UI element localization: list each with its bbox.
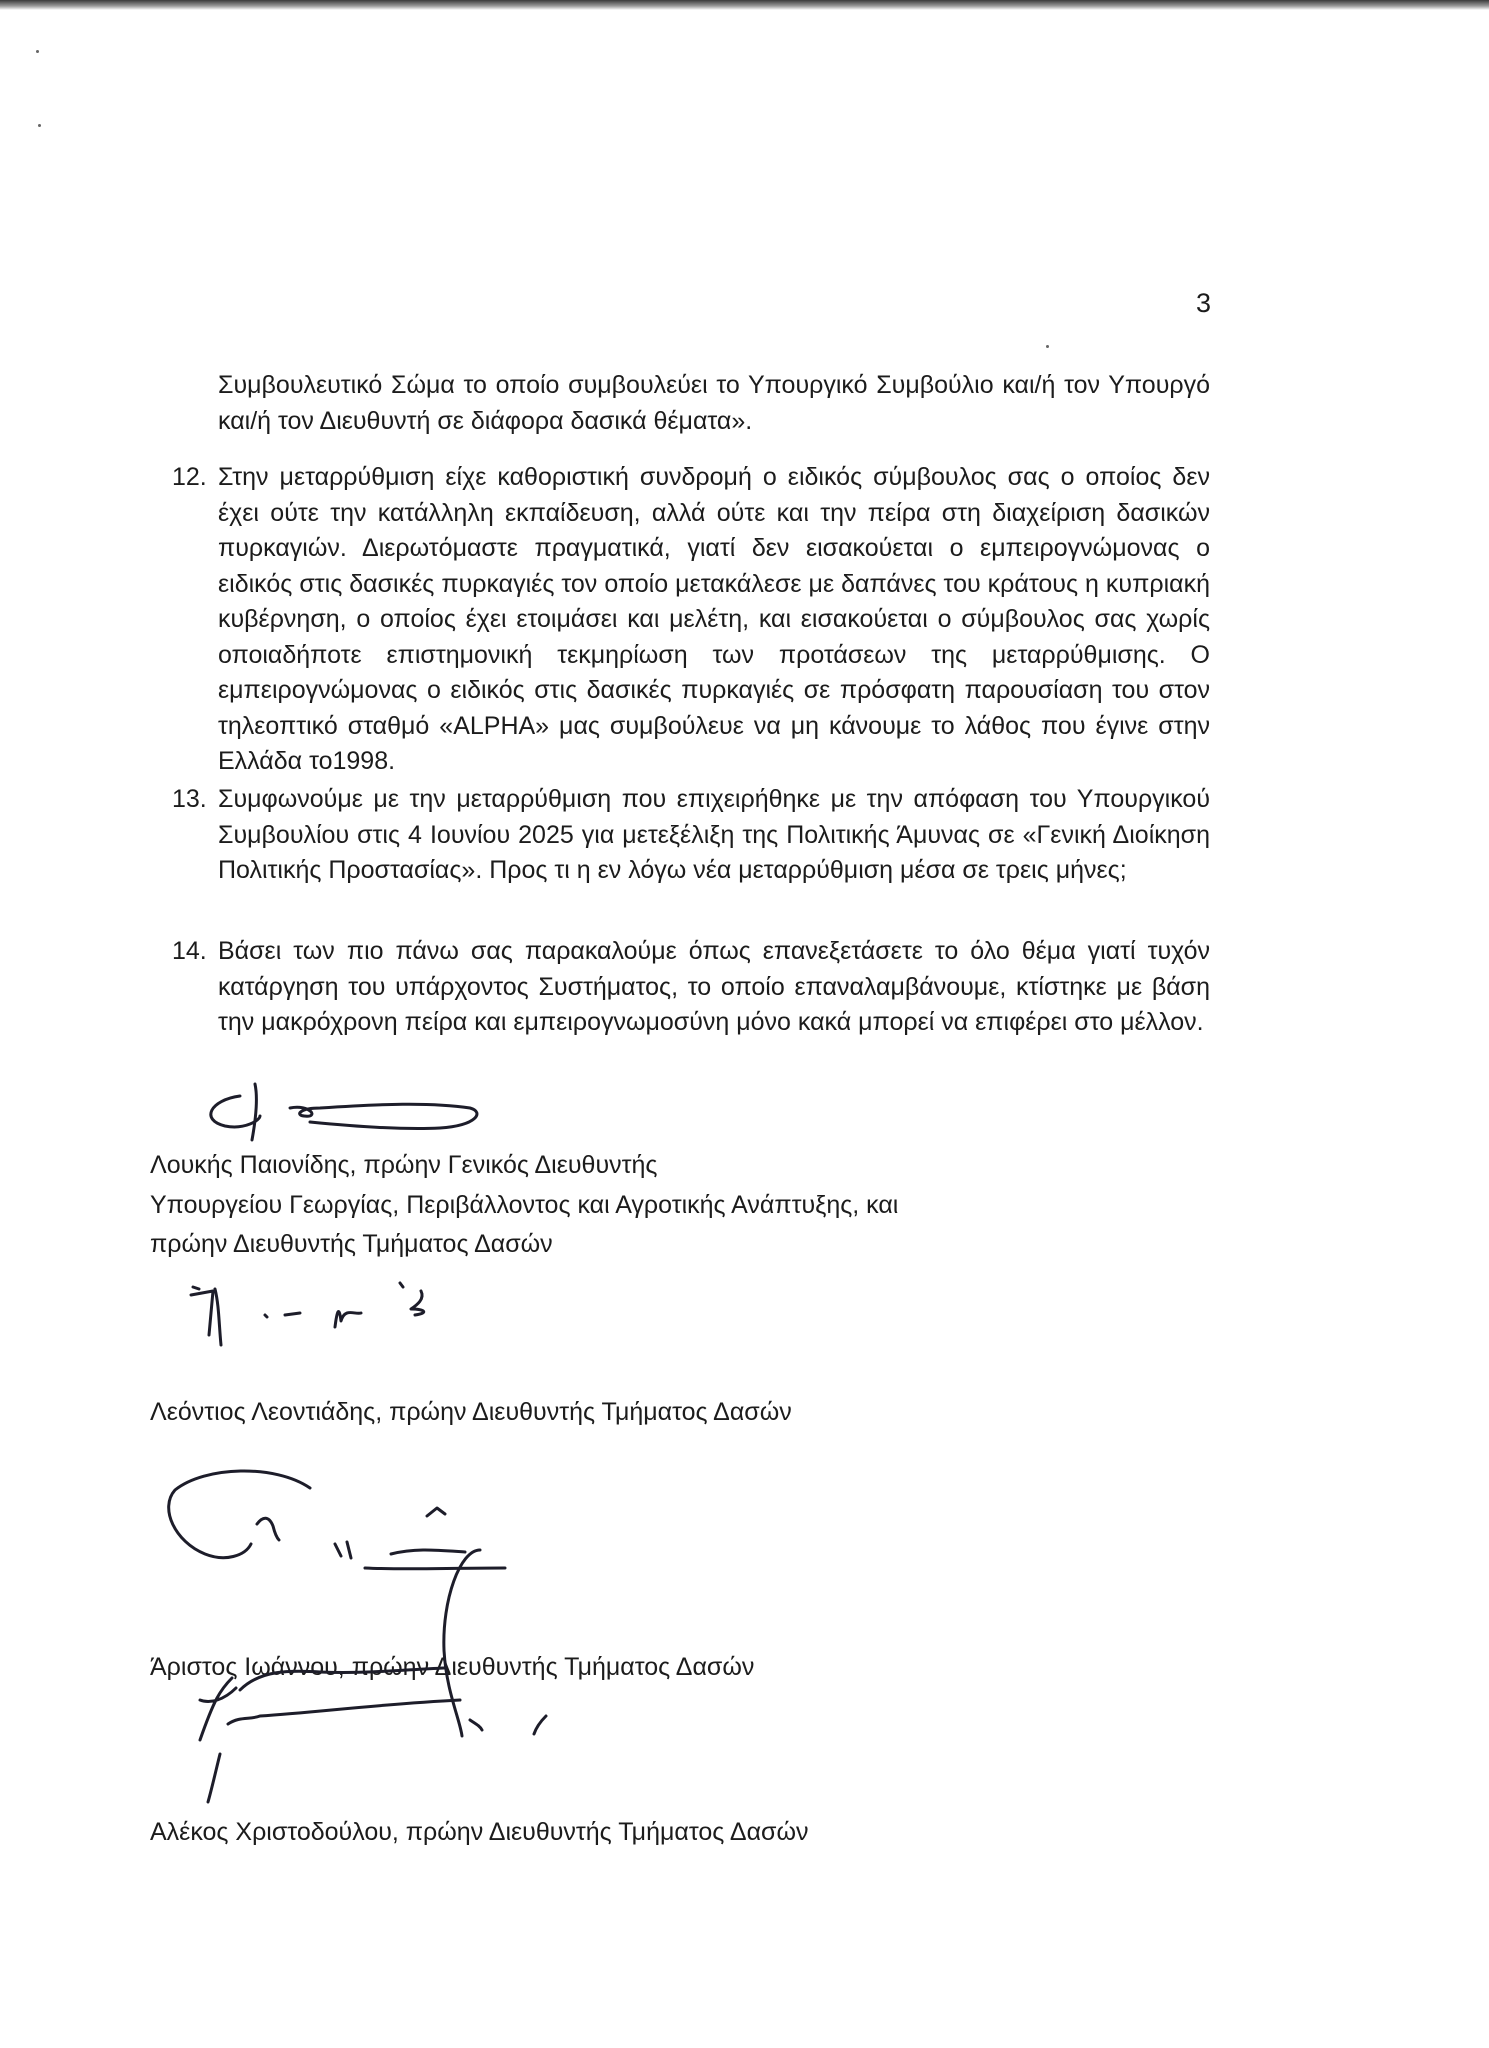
signatory-line: Λουκής Παιονίδης, πρώην Γενικός Διευθυντής	[150, 1151, 658, 1179]
signatory-line: Άριστος Ιωάννου, πρώην Διευθυντής Τμήματος Δασών	[150, 1653, 755, 1681]
item-number: 12.	[172, 463, 207, 491]
signature-4	[180, 1540, 580, 1770]
scan-edge	[0, 0, 1489, 10]
signature-1	[200, 1078, 500, 1148]
signatory-line: Λεόντιος Λεοντιάδης, πρώην Διευθυντής Τμήματος Δασών	[150, 1398, 792, 1426]
signatory-line: Αλέκος Χριστοδούλου, πρώην Διευθυντής Τμήματος Δασών	[150, 1818, 809, 1846]
signature-2	[185, 1265, 465, 1355]
item-number: 13.	[172, 785, 207, 813]
page-number: 3	[1196, 288, 1212, 318]
item-number: 14.	[172, 937, 207, 965]
continuation-paragraph: Συμβουλευτικό Σώμα το οποίο συμβουλεύει το Υπουργικό Συμβούλιο και/ή τον Υπουργό και/ή τον Διευθυντή σε διάφορα δασικά θέματα».	[218, 371, 1210, 435]
item-text: Συμφωνούμε με την μεταρρύθμιση που επιχειρήθηκε με την απόφαση του Υπουργικού Συμβουλίου στις 4 Ιουνίου 2025 για μετεξέλιξη της Πολιτικής Άμυνας σε «Γενική Διοίκηση Πολιτικής Προστασίας». Προς τι η εν λόγω νέα μεταρρύθμιση μέσα σε τρεις μήνες;	[218, 785, 1210, 884]
signatory-line: πρώην Διευθυντής Τμήματος Δασών	[150, 1230, 553, 1258]
signatory-line: Υπουργείου Γεωργίας, Περιβάλλοντος και Αγροτικής Ανάπτυξης, και	[150, 1191, 899, 1219]
item-text: Στην μεταρρύθμιση είχε καθοριστική συνδρομή ο ειδικός σύμβουλος σας ο οποίος δεν έχει ούτε την κατάλληλη εκπαίδευση, αλλά ούτε και την πείρα στη διαχείριση δασικών πυρκαγιών. Διερωτόμαστε πραγματικά, γιατί δεν εισακούεται ο εμπειρογνώμονας ο ειδικός στις δασικές πυρκαγιές τον οποίο μετακάλεσε με δαπάνες του κράτους η κυπριακή κυβέρνηση, ο οποίος έχει ετοιμάσει και μελέτη, και εισακούεται ο σύμβουλος σας χωρίς οποιαδήποτε επιστημονική τεκμηρίωση των προτάσεων της μεταρρύθμισης. Ο εμπειρογνώμονας ο ειδικός στις δασικές πυρκαγιές σε πρόσφατη παρουσίαση του στον τηλεοπτικό σταθμό «ALPHA» μας συμβούλευε να μη κάνουμε το λάθος που έγινε στην Ελλάδα το1998.	[218, 463, 1210, 775]
scan-speck	[36, 50, 39, 53]
scan-speck	[38, 124, 41, 127]
item-text: Βάσει των πιο πάνω σας παρακαλούμε όπως επανεξετάσετε το όλο θέμα γιατί τυχόν κατάργηση του υπάρχοντος Συστήματος, το οποίο επαναλαμβάνουμε, κτίστηκε με βάση την μακρόχρονη πείρα και εμπειρογνωμοσύνη μόνο κακά μπορεί να επιφέρει στο μέλλον.	[218, 937, 1210, 1036]
scan-speck	[1046, 345, 1049, 348]
